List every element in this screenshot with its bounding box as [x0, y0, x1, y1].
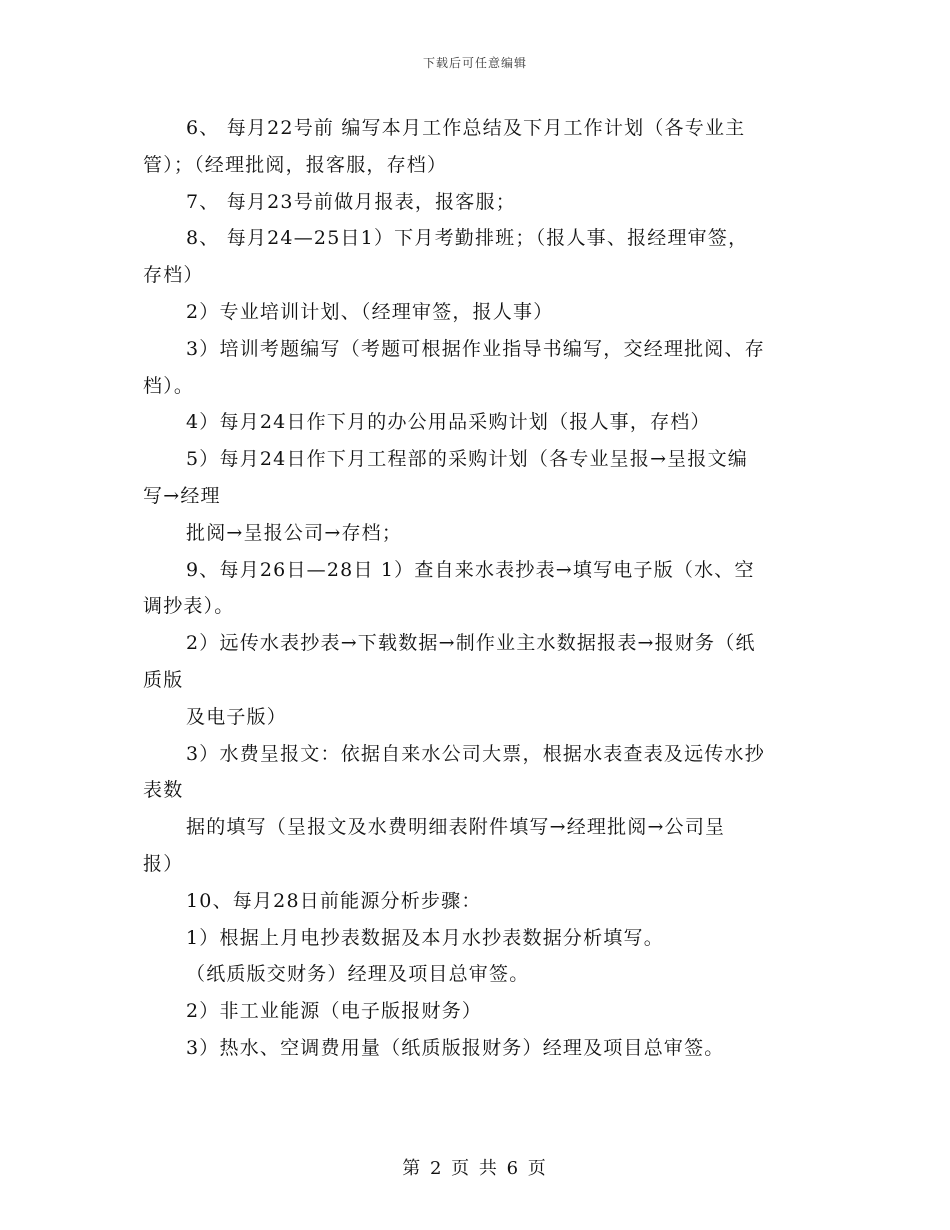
- paragraph-line: 管）；（经理批阅，报客服，存档）: [143, 153, 448, 176]
- paragraph-line: 5）每月24日作下月工程部的采购计划（各专业呈报→呈报文编: [186, 448, 748, 471]
- paragraph-line: 及电子版）: [186, 705, 288, 728]
- paragraph-line: 3）培训考题编写（考题可根据作业指导书编写，交经理批阅、存: [186, 337, 765, 360]
- paragraph-line: 2）非工业能源（电子版报财务）: [186, 1000, 483, 1023]
- paragraph-line: 7、 每月23号前做月报表，报客服；: [186, 190, 516, 213]
- paragraph-line: 4）每月24日作下月的办公用品采购计划（报人事，存档）: [186, 411, 711, 434]
- paragraph-line: 写→经理: [143, 484, 221, 507]
- paragraph-line: 9、每月26日—28日 1）查自来水表抄表→填写电子版（水、空: [186, 558, 755, 581]
- document-body: [143, 110, 813, 1067]
- paragraph-line: 1）根据上月电抄表数据及本月水抄表数据分析填写。: [186, 926, 664, 949]
- paragraph-line: 10、每月28日前能源分析步骤：: [186, 889, 482, 912]
- paragraph-line: 2）远传水表抄表→下载数据→制作业主水数据报表→报财务（纸: [186, 632, 756, 655]
- paragraph-line: （纸质版交财务）经理及项目总审签。: [186, 963, 530, 986]
- paragraph-line: 调抄表）。: [143, 595, 235, 618]
- paragraph-line: 据的填写（呈报文及水费明细表附件填写→经理批阅→公司呈: [186, 816, 726, 839]
- paragraph-line: 批阅→呈报公司→存档；: [186, 521, 403, 544]
- paragraph-line: 存档）: [143, 264, 204, 287]
- paragraph-line: 2）专业培训计划、（经理审签，报人事）: [186, 300, 554, 323]
- paragraph-line: 3）热水、空调费用量（纸质版报财务）经理及项目总审签。: [186, 1036, 725, 1059]
- paragraph-line: 表数: [143, 779, 184, 802]
- page-footer: 第 2 页 共 6 页: [402, 1158, 548, 1179]
- paragraph-line: 8、 每月24—25日1）下月考勤排班；（报人事、报经理审签，: [186, 227, 749, 250]
- paragraph-line: 3）水费呈报文：依据自来水公司大票，根据水表查表及远传水抄: [186, 742, 765, 765]
- paragraph-line: 质版: [143, 668, 184, 691]
- page-header: 下载后可任意编辑: [422, 56, 527, 70]
- paragraph-line: 6、 每月22号前 编写本月工作总结及下月工作计划（各专业主: [186, 117, 746, 139]
- paragraph-line: 报）: [143, 852, 184, 875]
- paragraph-line: 档）。: [143, 374, 195, 397]
